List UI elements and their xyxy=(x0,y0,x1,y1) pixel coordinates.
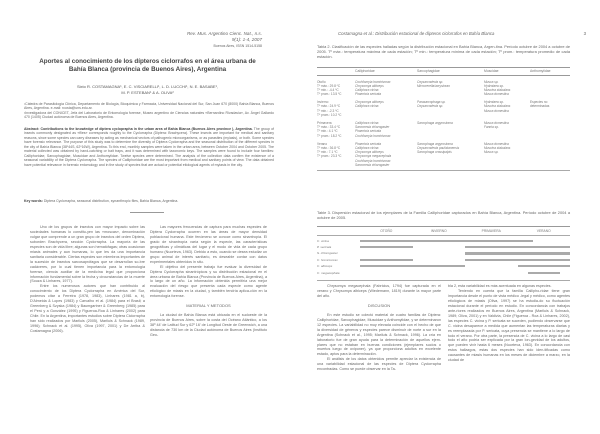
running-head: Costamagna et al.: Distribución estacional de dípteros ciclorrafos en Bahía Blanca xyxy=(338,31,495,36)
table3-presence-bar xyxy=(360,240,533,242)
table2-cell-line: Invierno xyxy=(317,100,329,105)
table2-cell xyxy=(484,80,530,97)
paragraph: La ciudad de Bahía Blanca está ubicada en el sudoeste de la provincia de Buenos Aires, sobre la costa del Océano Atlántico, a los 38º 44' de Latitud Sur y 62º 16' de Longitud Oeste de Greenwich, a una distancia de 730 km de la Ciudad autónoma de Buenos Aires (Instituto Geo- xyxy=(150,313,267,338)
table2-cell-line: Tº min.: 7.1 ºC xyxy=(317,150,338,155)
table2-cell xyxy=(355,100,417,117)
table2-cell-line: Hydrotaea sp. xyxy=(484,83,504,88)
paragraph: Las mayores frecuencias de captura para muchas especies de Diptera Cyclorrapha ocurren en las áreas de mayor densidad poblacional humana. Este fenómeno se conoce como sinantropía. El grado de sinantropía varía según la especie, las características geográficas y climáticas del lugar y el modo de vida de cada grupo humano (Nuorteva, 1963). Debido a esto, cuando se desea estudiar un grupo animal de interés sanitario, es deseable contar con datos experimentales obtenidos in situ. xyxy=(150,225,267,264)
table2-cell-line: Sarconesia chlorogaster xyxy=(355,163,390,168)
table2-cell-line: Otoño xyxy=(317,79,326,84)
table2-cell-line: Phaenicia sericata xyxy=(355,141,382,146)
table2-cell-line: Primavera xyxy=(317,120,332,125)
paragraph: El objetivo del presente trabajo fue evaluar la diversidad de Diptera Cyclorrapha sinantrópicos y su distribución estacional en el área urbana de Bahía Blanca (Provincia de Buenos Aires, Argentina), a lo largo de un año. La información obtenida permitiría una mejor evaluación del riesgo que presenta cada especie como agente etiológico de miasis en la ciudad, y también tendría aplica-ción en la entomología forense. xyxy=(150,264,267,299)
table2-cell-line: Oxysarcodexia sp. xyxy=(417,79,444,84)
table2-cell-line: Hydrotaea sp. xyxy=(484,100,504,105)
table2-cell-line: Phaenicia sericata xyxy=(355,129,382,134)
table2-cell-line: Chrysomya albiceps xyxy=(355,83,384,88)
table2-cell xyxy=(484,100,530,117)
paragraph: En este estudio se colectó material de cuatro familias de Diptera: Calliphoridae, Sarcophagidae, Muscidae y Anthomyiidae, y se determinaron 12 especies. La variabilidad no muy elevada coincide con el hecho de que la diversidad de géneros y especies parece disminuir de norte a sur en la Argentina (Schnack et al., 1995; Mariluis & Schnack, 1996). La cría en laboratorio fue de gran ayuda para la determinación de aquellos ejem-plares que no estaban en buenas condiciones (ejemplares sucios o muertos luego de oviponer), ya que proporciona adultos en excelente estado, aptos para la determinación. xyxy=(317,312,441,357)
table2-row xyxy=(317,100,570,117)
table2-cell-line: Sarconesia chlorogaster xyxy=(355,125,390,130)
section-divider xyxy=(130,212,164,213)
table2-cell-line: Muscina stabulans xyxy=(484,145,511,150)
table2-cell-line: Chrysomya megacephala xyxy=(355,154,392,159)
paragraph: Entre los numerosos autores que han contribuido al conocimiento de los Diptera Cyclorrapha en América del Sur, podemos citar a Ferreira (1978, 1983), Linhares (1981 a, b), D'Almeida & Lopes (1983) y Carvalho et al. (1984) para el Brasil; a Greenberg & Szyska (1984) y Baumgartner & Greenberg (1985) para el Perú y a González (1995) y Figueroa-Roa & Linhares (2002) para Chile. En la Argentina, importantes estudios sobre Diptera Ciclorrapha han sido realizados por Mariluis (2005), Mariluis & Schnack (1989, 1996); Schnack et al. (1995), Oliva (1997, 2001) y De Arriba & Costamagna (2006). xyxy=(30,284,145,334)
table2-cell-line: Tº min.: 4.1 ºC xyxy=(317,129,338,134)
table3-presence-bar xyxy=(360,265,465,267)
table3-presence-bar xyxy=(518,265,571,267)
table2-cell-line: Fannia sp. xyxy=(484,125,499,130)
table2-cell-line: Musca sp. xyxy=(484,150,499,155)
table2-cell-line: Tº máx.: 24.9 ºC xyxy=(317,104,341,109)
table2-cell xyxy=(530,100,570,117)
table3-presence-bar xyxy=(360,259,413,261)
table3-presence-bar xyxy=(465,259,570,261)
table2-cell-line: Verano xyxy=(317,141,328,146)
author-list xyxy=(30,84,265,95)
table2-cell-line: Chrysomya albiceps xyxy=(355,150,384,155)
table2-cell-line: Sarcophaga crassipalpis xyxy=(417,150,452,155)
right-page xyxy=(300,0,600,434)
table3-season-header: INVIERNO xyxy=(430,229,447,233)
paragraph: bla 2, esta variabilidad es más acentuada en algunas especies. xyxy=(448,284,552,288)
table3-species-label: C. vicina xyxy=(317,238,329,243)
table2-cell xyxy=(417,100,484,117)
table2-cell-line: Musca domestica xyxy=(484,120,509,125)
paragraph: El análisis de los datos obtenidos permite apreciar la existencia de una variabilidad estacional de las especies de Diptera Cyclorrapha encontradas. Como se puede observar en la Ta- xyxy=(317,357,441,372)
table3-season-header: VERANO xyxy=(536,229,551,233)
table2-header-cell: Muscidae xyxy=(484,69,499,73)
table2-cell-line: Tº prom.: 18.2 ºC xyxy=(317,133,342,138)
affiliation: ²Investigadora del CONICET, Jefa del Laboratorio de Entomología forense, Museo argentino de Ciencias naturales «Bernardino Rivadavia», Av. Ángel Gallardo 470 (1405) Ciudad autónoma de Buenos Aires, Argentina. xyxy=(24,110,274,120)
table2-cell-line: Musca domestica xyxy=(484,108,509,113)
table2-body xyxy=(317,80,570,168)
table2-cell-line: Tº prom.: 23.3 ºC xyxy=(317,154,342,159)
table3-species-label: C. albiceps xyxy=(317,264,333,269)
table2-cell xyxy=(355,142,417,168)
table2-row xyxy=(317,80,570,97)
table2-cell-line: Cochliomyia hominivorax xyxy=(355,79,391,84)
table2-cell-line: Calliphora vicina xyxy=(355,88,379,93)
body-column-left xyxy=(30,225,145,334)
table2-cell xyxy=(317,80,355,97)
table2-cell xyxy=(530,142,570,168)
table2-header-row xyxy=(317,68,570,75)
table3-species-label: C. megacephala xyxy=(317,270,340,275)
table-rule xyxy=(317,75,570,76)
table2-cell-line: Calliphora vicina xyxy=(355,145,379,150)
authors-line: Sixto R. COSTAMAGNA¹, E. C. VISCIARELLI¹, L. D. LUCCHI¹, N. E. BASABE¹, xyxy=(76,84,219,89)
table2-cell-line: Parasarcophaga sp. xyxy=(417,100,446,105)
table3-species-label: P. sericata xyxy=(317,244,332,249)
table2-cell-line: Calliphora vicina xyxy=(355,104,379,109)
table2-header-cell: Anthomyiidae xyxy=(530,69,551,73)
table2-cell-line: Tº máx.: 33.4 ºC xyxy=(317,125,341,130)
table2-cell-line: determinadas xyxy=(530,104,550,109)
table2-cell-line: Muscina stabulans xyxy=(484,88,511,93)
table2-row xyxy=(317,121,570,138)
table2-row xyxy=(317,142,570,168)
section-heading-methods: MATERIAL Y METODOS xyxy=(186,303,231,309)
table2-cell-line: Muscina stabulans xyxy=(484,104,511,109)
table2-cell-line: Tº min.: -2.3 ºC xyxy=(317,108,339,113)
journal-citation xyxy=(187,31,262,49)
table2-cell xyxy=(355,80,417,97)
table2-cell xyxy=(417,121,484,138)
paragraph: Chrysomya megacephala (Fabricius, 1794) fue capturada en el verano y Chrysomya albiceps (Wiedemann, 1819) durante la mayor parte del año. xyxy=(317,284,441,298)
table2-header-cell xyxy=(317,68,355,75)
paragraph: Uno de los grupos de insectos con mayor impacto sobre las sociedades humanas lo constitu-yen las «moscas», denominación vulgar que comprende a un gran grupo de insectos del orden Diptera, suborden Brachycera, sección Cyclorrapha. La mayoría de las especies son de vida libre; algunas son hematófagas; otras ocasionan miasis animales y aun humanas, lo que les da una importancia sanitaria considerable. Ciertas especies son miembros importantes de la sucesión de insectos sarcosaprófagos que se desarrollan so-bre cadáveres, por lo cual tienen importancia para la entomología forense, ciencia auxiliar de la medicina legal que proporciona información fundamental sobre la fecha y circunstancias de la muerte (Souza & Linhares, 1977). xyxy=(30,225,145,284)
table2 xyxy=(317,67,570,171)
abstract-body: The group of insects commonly designated as «flies» corresponds roughly to the Cyclorrapha (Diptera: Brachycera). These insects are important for medical and sanitary reasons, since some species can carry diseases by acting as mechanical vectors of pathogenic microorganisms, or as parasites (myiasis), or both. Some species have forensic relevance. The purpose of this study was to determine the diversity of Diptera Cyclorrapha and the seasonal distribution of the different species in the city of Bahía Blanca (38º44S, 62º16W), Argentina. To this end, monthly samples were taken in the urban area, between October 2004 and October 2005. The material collected was obtained by hand-catching or bait traps, and it was determined with taxonomic keys. The samples were found to include four families: Calliphoridae, Sarcophagidae, Muscidae and Anthomyiidae. Twelve species were determined. The analysis of the collection data confirm the existence of a seasonal variability of the Diptera Cyclorrapha. The species of Calliphoridae are the most important from medical and sanitary points of view. The data obtained have potential relevance in forensic entomology and in the study of species that are actual or potential etiological agents of myiasis in the city. xyxy=(24,127,274,167)
table2-header-cell: Calliphoridae xyxy=(355,69,375,73)
table2-cell xyxy=(530,121,570,138)
table2-cell-line: Tº prom.: 10.2 ºC xyxy=(317,113,342,118)
keywords xyxy=(24,199,274,203)
body-column-right xyxy=(448,284,570,363)
table2-header-cell: Sarcophagidae xyxy=(417,69,440,73)
table2-cell-line: Musca domestica xyxy=(484,92,509,97)
table2-cell xyxy=(355,121,417,138)
table2-cell-line: Especies no xyxy=(530,100,548,105)
table2-cell xyxy=(417,142,484,168)
keywords-text: Diptera Cyclorrapha, seasonal distribution, synanthropic flies, Bahía Blanca, Argentina. xyxy=(43,199,179,203)
table3-caption: Table 3. Dispersión estacional de los ejemplares de la Familia Calliphoridae capturados en Bahía Blanca, Argentina. Período octubre de 2004 a octubre de 2005. xyxy=(317,210,570,221)
table2-cell-line: Phaenicia sericata xyxy=(355,92,382,97)
abstract xyxy=(24,127,274,167)
table2-cell-line: Sarcophaga argyrostoma xyxy=(417,141,453,146)
section-heading-discussion: DISCUSION xyxy=(367,302,391,308)
article-title: Aportes al conocimiento de los dípteros ciclorrafos en el área urbana de Bahía Blanca (provincia de Buenos Aires), Argentina xyxy=(39,58,256,73)
table3-season-header: PRIMAVERA xyxy=(481,229,501,233)
journal-issn: Buenos Aires, ISSN 1514-5158 xyxy=(213,44,262,48)
page-number: 3 xyxy=(583,31,586,36)
keywords-label: Key words: xyxy=(24,199,43,203)
paragraph: Teniendo en cuenta que la familia Callipho-ridae tiene gran importancia desde el punto de vista médico -legal y médico, como agentes etiológicos de miasis (Oliva, 1997) se ha estudia-do su fluctuación estacional durante el período en estudio. En concordancia con trabajos ante-riores realizados en Buenos Aires, Argentina (Mariluis & Schnack, 1989; Oliva, 2001) y en Valdivia, Chile (Figueroa - Roa & Linhares, 2002), las especies C. vicina y P. sericata se suceden, pudiendo observarse que C. vicina desaparece a medida que aumentan las temperaturas diarias y es reemplazada por P. sericata, cuya presencia se mantiene a lo largo de todo el verano. Por otra parte, la presencia de C. vicina a lo largo de casi todo el año podría ser explicada por la gran lon-gevidad de los adultos, que pueden vivir hasta 6 meses (Nuorteva, 1963). En concordancia con estos hallazgos, estas dos especies han sido iden-tificadas como causantes de miasis humanas en los meses de diciembre a marzo, en la ciudad de xyxy=(448,288,570,363)
table2-cell-line: Cochliomyia hominivorax xyxy=(355,158,391,163)
table2-cell-line: Tº máx.: 29.8 ºC xyxy=(317,83,341,88)
journal-volume: 9(1): 1-4, 2007 xyxy=(231,37,262,42)
authors-line: M. P. ESTEBAN¹ & A. OLIVA² xyxy=(121,89,174,95)
table2-cell xyxy=(530,80,570,97)
body-column-right xyxy=(150,225,267,338)
table2-cell-line: Oxysarcodexia paulistanensis xyxy=(417,145,460,150)
table2-cell-line: Musca sp. xyxy=(484,79,499,84)
journal-name: Rev. Mus. Argentino Cienc. Nat., n.s. xyxy=(186,31,262,36)
table3-header-row xyxy=(317,226,570,236)
table3 xyxy=(317,226,570,281)
table3-season-header: OTOÑO xyxy=(380,229,393,233)
abstract-heading: Abstract: Contributions to the knowledge of diptera cycloprapha in the urban area of Bahía Blanca (Buenos Aires province ), Argentina. xyxy=(24,127,253,131)
table2-cell-line: Calliphora vicina xyxy=(355,120,379,125)
table2-cell xyxy=(484,121,530,138)
table3-presence-bar xyxy=(360,246,413,248)
table2-cell-line: Cochliomyia hominivorax xyxy=(355,133,391,138)
table2-cell-line: Oxysarcodexia sp. xyxy=(417,104,444,109)
table2-cell xyxy=(317,142,355,168)
table2-cell-line: Chrysomya albiceps xyxy=(355,100,384,105)
table2-cell xyxy=(317,121,355,138)
table3-presence-bar xyxy=(465,246,570,248)
table2-cell xyxy=(417,80,484,97)
table2-cell xyxy=(317,100,355,117)
table3-species-label: C. hominivorax xyxy=(317,257,338,262)
table3-presence-bar xyxy=(528,272,560,274)
table2-cell-line: Tº prom.: 13.5 ºC xyxy=(317,92,342,97)
table2-cell-line: Tº máx.: 36.8 ºC xyxy=(317,145,341,150)
body-column-left xyxy=(317,284,441,372)
table2-cell-line: Tº min.: -4.4 ºC xyxy=(317,88,339,93)
table3-presence-bar xyxy=(465,252,570,254)
table2-cell-line: Microcerella/acrystoran xyxy=(417,83,450,88)
table-rule xyxy=(317,170,570,171)
table2-cell xyxy=(484,142,530,168)
table3-species-label: S. chlorogaster xyxy=(317,251,338,256)
table2-caption: Tabla 2. Clasificación de las especies halladas según la distribución estacional en Bahía Blanca, Argen-tina. Período octubre de 2004 a octubre de 2005. Tº máx.: temperatura máxima de cada estación; Tº min.: temperatura mínima de cada estación; Tº prom.: temperatura promedio de cada estación. xyxy=(317,44,570,60)
affiliations xyxy=(24,102,274,120)
table2-cell-line: Musca domestica xyxy=(484,141,509,146)
table3-body xyxy=(317,236,570,281)
affiliation: ¹Cátedra de Parasitología Clínica, Departamento de Biología, Bioquímica y Farmacia, Universidad Nacional del Sur, San Juan 670 (8000) Bahía Blanca, Buenos Aires, Argentina. e-mail: rcosta@uns.edu.ar. xyxy=(24,102,274,111)
table2-cell-line: Sarcophaga argyrostoma xyxy=(417,120,453,125)
